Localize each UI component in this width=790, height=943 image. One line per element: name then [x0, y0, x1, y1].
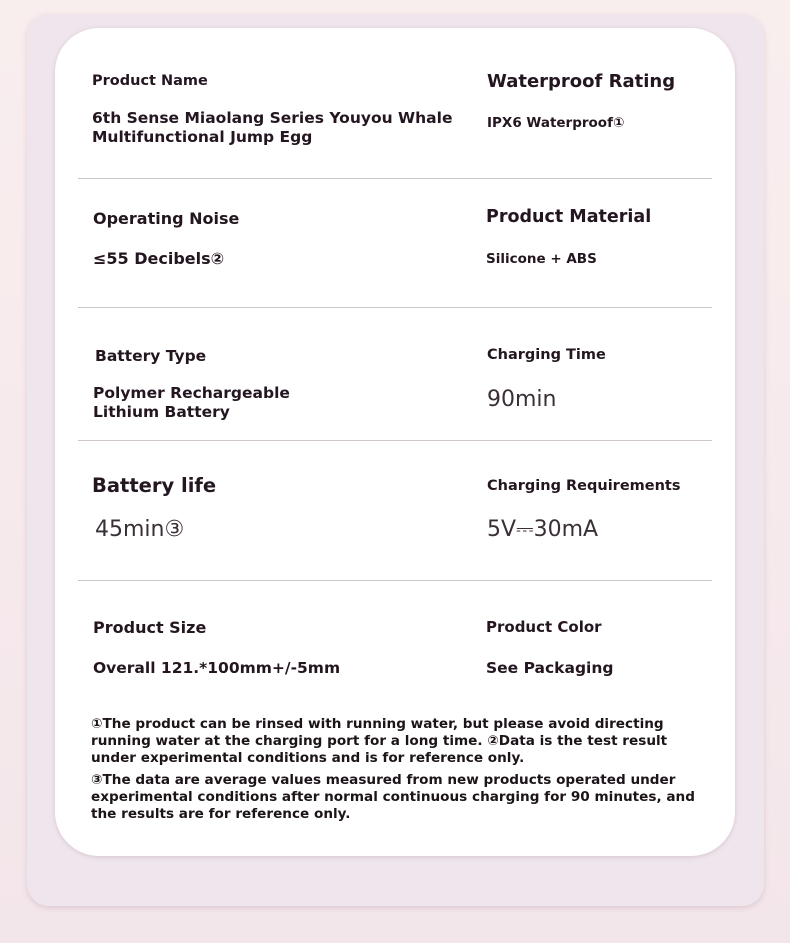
waterproof-value: IPX6 Waterproof①	[487, 115, 625, 131]
color-value: See Packaging	[486, 659, 614, 677]
battery-life-label: Battery life	[92, 474, 217, 497]
divider-2	[78, 307, 712, 308]
battery-type-label: Battery Type	[95, 347, 207, 365]
footnote-1: ①The product can be rinsed with running water, but please avoid directing running water at the charging port for a long time. ②Data is the test result under experimental conditions and is for reference only.	[91, 716, 668, 766]
size-value: Overall 121.*100mm+/-5mm	[93, 659, 341, 677]
footnote-2: ③The data are average values measured from new products operated under experimental conditions after normal continuous charging for 90 minutes, and the results are for reference only.	[91, 772, 695, 822]
charging-time-label: Charging Time	[487, 347, 606, 363]
color-label: Product Color	[486, 618, 602, 636]
material-value: Silicone + ABS	[486, 251, 597, 267]
noise-value: ≤55 Decibels②	[93, 249, 225, 268]
noise-label: Operating Noise	[93, 209, 240, 228]
divider-3	[78, 440, 712, 441]
charging-req-value: 5V⎓30mA	[487, 517, 599, 542]
product-name-label: Product Name	[92, 73, 208, 89]
product-name-value: 6th Sense Miaolang Series Youyou Whale Multifunctional Jump Egg	[92, 109, 453, 146]
waterproof-label: Waterproof Rating	[487, 71, 676, 92]
size-label: Product Size	[93, 618, 207, 637]
battery-type-value: Polymer Rechargeable Lithium Battery	[93, 384, 290, 421]
charging-time-value: 90min	[487, 387, 557, 412]
footnotes	[91, 716, 711, 828]
material-label: Product Material	[486, 207, 652, 227]
battery-life-value: 45min③	[95, 517, 185, 542]
divider-1	[78, 178, 712, 179]
charging-req-label: Charging Requirements	[487, 478, 681, 494]
divider-4	[78, 580, 712, 581]
